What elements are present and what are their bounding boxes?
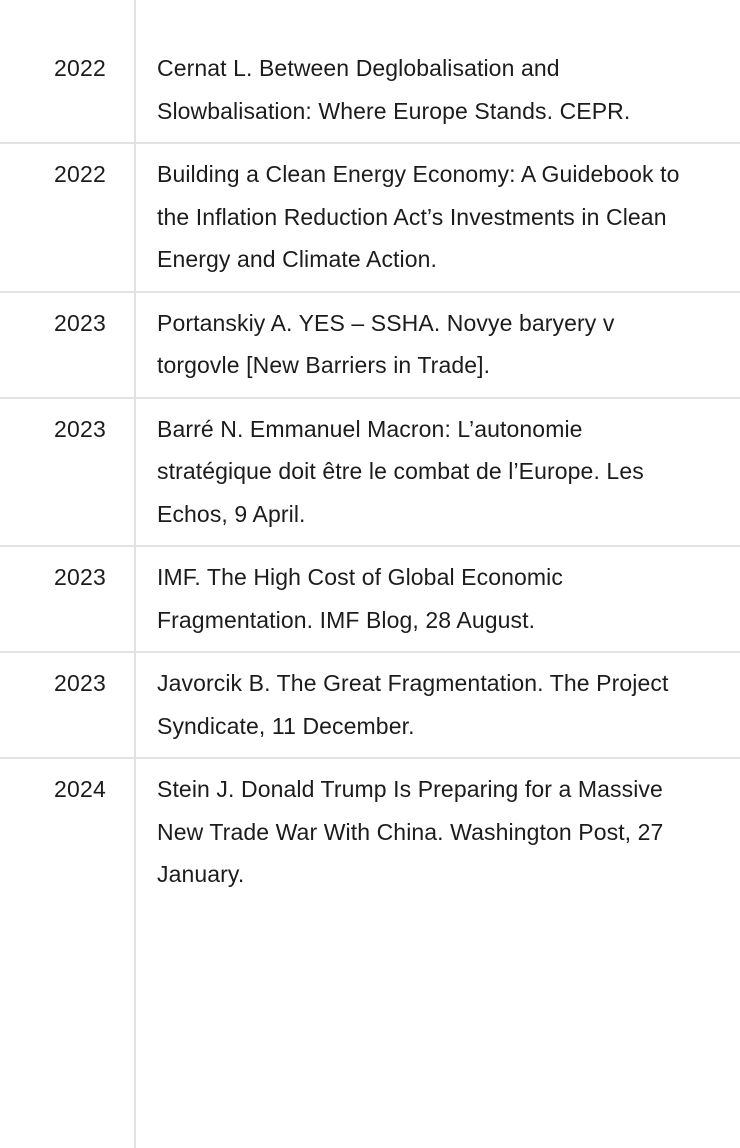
reference-cell: Cernat L. Between Deglobalisation and Slowbalisation: Where Europe Stands. CEPR. bbox=[157, 55, 631, 124]
table-row bbox=[0, 759, 740, 906]
year-cell: 2023 bbox=[54, 309, 106, 336]
table-row bbox=[0, 38, 740, 144]
table-row bbox=[0, 399, 740, 548]
table-row bbox=[0, 547, 740, 653]
year-cell: 2023 bbox=[54, 415, 106, 442]
reference-cell: Stein J. Donald Trump Is Preparing for a Massive New Trade War With China. Washington Post, 27 January. bbox=[157, 776, 664, 887]
table-row bbox=[0, 293, 740, 399]
year-cell: 2022 bbox=[54, 161, 106, 187]
reference-cell: Portanskiy A. YES – SSHA. Novye baryery v torgovle [New Barriers in Trade]. bbox=[157, 309, 615, 378]
table-row bbox=[0, 144, 740, 293]
reference-cell: IMF. The High Cost of Global Economic Fragmentation. IMF Blog, 28 August. bbox=[157, 564, 563, 633]
reference-cell: Building a Clean Energy Economy: A Guidebook to the Inflation Reduction Act’s Investments in Clean Energy and Climate Action. bbox=[157, 161, 680, 272]
year-cell: 2023 bbox=[54, 564, 106, 590]
table-body bbox=[0, 38, 740, 906]
year-cell: 2022 bbox=[54, 55, 106, 81]
year-cell: 2024 bbox=[54, 776, 106, 802]
reference-cell: Barré N. Emmanuel Macron: L’autonomie stratégique doit être le combat de l’Europe. Les Echos, 9 April. bbox=[157, 415, 644, 527]
table-row bbox=[0, 653, 740, 759]
reference-cell: Javorcik B. The Great Fragmentation. The Project Syndicate, 11 December. bbox=[157, 670, 669, 739]
year-cell: 2023 bbox=[54, 670, 106, 696]
